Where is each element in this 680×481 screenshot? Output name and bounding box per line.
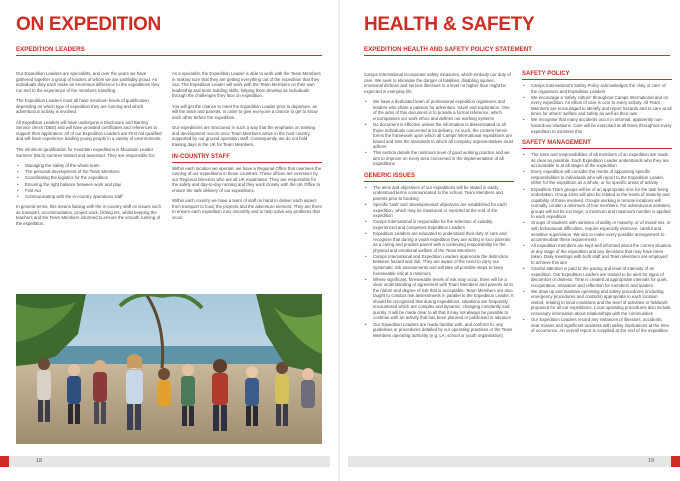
list-item: • We encourage a 'safety culture' throughout Camps International and on every expedition. An ethos of care is core to every activity. All Team Members are encouraged to identify and report hazards and to care at all times for others' welfare and safety as well as their own <box>522 95 672 117</box>
generic-issues-list <box>364 185 514 338</box>
page-number: 19 <box>648 458 655 464</box>
responsibilities-list <box>16 163 162 199</box>
right-page <box>340 0 680 481</box>
paragraph: All Expedition Leaders will have undergone a Disclosure and Barring Service check (DBS) and will have provided certificates and references to support their application. All of our Expedition Leaders are First Aid qualified and will have experience leading young people in a variety of environments. <box>16 119 162 142</box>
paragraph: You will get the chance to meet the Expedition Leader prior to departure, as will the team and parents, in order to give everyone a chance to get to know each other before the expedition. <box>172 103 318 120</box>
list-item: • Our Expedition Leaders are made familiar with, and conform to, any guidelines or procedures detailed by our operating practises or the Team Members operating authority (e.g. LA, school or youth organisation) <box>364 322 514 339</box>
list-item: • Ensuring the right balance between work and play <box>16 182 162 188</box>
paragraph: In general terms, this means liaising with the in-country staff on issues such as transport, accommodation, project work, fishing etc, whilst keeping the teachers and the Team Members informed to ensure the smooth running of the expedition. <box>16 204 162 226</box>
page-title: ON EXPEDITION <box>16 14 161 35</box>
list-item: • Coordinating the logistics for the expedition <box>16 175 162 181</box>
policy-list <box>364 99 514 167</box>
list-item: • Where significant, foreseeable levels of risk may occur, there will be a clear understanding or agreement with Team Members and parents as to the nature and degree of risk that is acceptable. Team Members are also taught to conduct risk assessments in parallel to the Expedition Leader. It should be recognised that during expeditions, situations are frequently encountered which are complex and dynamic, changing constantly and quickly. It will be made clear to all that it may not always be possible to continue with an activity that has been planned or publicised in advance <box>364 277 514 321</box>
list-item: • Communicating with the in-country operations staff <box>16 194 162 200</box>
text-column-1 <box>364 72 514 343</box>
section-subheading: EXPEDITION LEADERS <box>16 44 322 56</box>
list-item: • This section details the minimum level of good working practice and we aim to improve on every area concerned in the implementation of all expeditions <box>364 150 514 167</box>
list-item: • Expedition Team groups will be of an appropriate size for the task being undertaken. Group sizes will also be related to the levels of maturity and capability of those involved. Groups working in remote locations will normally contain a minimum of four members. For adventurous activities, groups will not be too large; a minimum and maximum number is applied to each expedition <box>522 187 672 220</box>
paragraph: Our Expedition Leaders are specialists, and over the years we have gathered together a group of leaders of whom we are justifiably proud. As individuals they each make an enormous difference to the expeditions they run and to the experience of the members travelling. <box>16 71 160 93</box>
paragraph: As a specialist, the Expedition Leader is able to work with the Team Members in making sure that they are getting everything out of the expedition that they can. The Expedition Leader will work with the Team Members on their own leadership and team building skills, helping them develop as individuals through the challenges they face on expedition. <box>172 71 321 99</box>
text-column-2 <box>522 70 672 339</box>
text-column-1 <box>16 71 162 232</box>
list-item: • We have a dedicated team of professional expedition organisers and leaders who share a passion for adventure, travel and exploration. One of the aims of this document is to provide a formal reference, which encompasses our work ethos and defines our working systems <box>364 99 514 121</box>
safety-policy-list <box>522 83 672 134</box>
list-item: • All expedition members are kept well informed about the current situation at any stage of the expedition and any decisions that may have been taken. Daily meetings with both staff and Team Members are employed to achieve this aim <box>522 243 672 265</box>
list-item: • Camps International and Expedition Leaders appreciate the distinction between hazard and risk. They are aware of the need to carry out systematic risk assessments and will take all possible steps to keep foreseeable risk at a minimum <box>364 254 514 276</box>
list-item: • Expedition Leaders are educated to understand their duty of care and recognise that during a youth expedition they are acting in loco parentis as a caring and prudent parent with a continuing responsibility for the physical and emotional welfare of the Team Members <box>364 231 514 253</box>
list-item: • Our Expedition Leaders record any instances of illnesses, accidents, near misses and significant incidents with safety implications at the time of occurrence. An overall report is compiled at the end of the expedition <box>522 317 672 334</box>
list-item: • No document is effective unless the information is disseminated to all those individuals concerned in its delivery. As such, the content herein forms the framework upon which all Camps International expeditions are based and sets the standards to which all company representatives must adhere <box>364 122 514 150</box>
footer-accent <box>0 456 9 467</box>
footer-accent <box>671 456 680 467</box>
page-footer <box>348 456 680 467</box>
list-item: • The roles and responsibilities of all members of an expedition are made as clear as possible. Each Expedition Leader understands who they are accountable to at all stages of the expedition <box>522 152 672 169</box>
page-title: HEALTH & SAFETY <box>364 14 535 35</box>
list-item: • Groups of students with varieties of ability or maturity, or of mixed sex, or with behavioural difficulties, require especially intensive, careful and sensitive supervision. We aim to make every possible arrangement to accommodate these requirements <box>522 220 672 242</box>
paragraph: Within each location we operate, we have a Regional Office that oversees the running of our expeditions in those countries. These offices are overseen by our Regional Directors who are all UK expatriates. They are responsible for the safety and day-to-day running and they work closely with the UK Office to ensure the safe delivery of our expeditions. <box>172 165 322 193</box>
list-item: • We draw up and maintain operating and safety procedures (including emergency procedures and contacts) appropriate to each location visited, relating to local conditions and the level of activities or fieldwork proposed for all our expeditions. Local operating procedures also include necessary information about relationships with the communities <box>522 289 672 317</box>
paragraph: The Expedition Leaders must all have minimum levels of qualification, depending on which type of expedition they are running and which adventurous activity is involved. <box>16 98 150 115</box>
section-heading-safety-management: SAFETY MANAGEMENT <box>522 139 672 149</box>
list-item: • Specific 'task' and 'developmental' objectives are established for each expedition, which may be measured or reported at the end of the expedition <box>364 202 514 219</box>
list-item: • We recognise that many accidents occur in informal, apparently non-hazardous situations. Care will be exercised at all times throughout every expedition to minimise this <box>522 117 672 134</box>
section-heading-in-country-staff: IN-COUNTRY STAFF <box>172 153 322 163</box>
list-item: • Managing the safety of the whole team <box>16 163 162 169</box>
list-item: • Camps International's Safety Policy acknowledges the 'duty of care' of the organisers and Expedition Leaders <box>522 83 672 94</box>
list-item: • Camps International is responsible for the selection of suitably experienced and competent Expedition Leaders <box>364 219 514 230</box>
list-item: • Careful attention is paid to the pacing and level of intensity of an expedition. Our Expedition Leaders are trained to be alert for signs of discomfort or distress. Time is created at appropriate intervals for quiet, recuperation, relaxation and reflection for members and leaders <box>522 266 672 288</box>
paragraph: The minimum qualification for mountain expeditions is Mountain Leader Summer (MLS) summer trained and assessed. They are responsible for: <box>16 147 156 158</box>
expedition-photo <box>16 294 322 444</box>
list-item: • Every expedition will consider the merits of appointing specific responsibilities to individuals who will report to the Expedition Leader, either for the expedition as a whole, or for specific areas of activity <box>522 169 672 186</box>
page-footer <box>0 456 330 467</box>
paragraph: Our expeditions are structured in such a way that the emphasis on training and development occurs once Team Members arrive in the host country, supported by our ground operation staff. Consequently, we do not hold training days in the UK for Team Members. <box>172 125 315 148</box>
list-item: • The personal development of the Team Members <box>16 169 162 175</box>
paragraph: Within each country we have a team of staff on hand to deliver each aspect from transport to food; the projects and the adventure element. They are there to ensure each expedition runs smoothly and to help solve any problems that occur. <box>172 198 322 220</box>
paragraph: Camps International incorporate safety measures, which embody our duty of care. We seek to eliminate the danger of fatalities, disabling injuries, emotional distress and serious illnesses to a level no higher than might be expected in everyday life <box>364 72 511 94</box>
page-number: 18 <box>36 458 43 464</box>
safety-management-list <box>522 152 672 334</box>
text-column-2 <box>172 71 322 225</box>
section-subheading: EXPEDITION HEALTH AND SAFETY POLICY STATEMENT <box>364 44 670 56</box>
section-heading-safety-policy: SAFETY POLICY <box>522 70 672 80</box>
section-heading-generic-issues: GENERIC ISSUES <box>364 172 514 182</box>
list-item: • The aims and objectives of our expeditions will be stated in easily understood terms communicated to the school, Team Members and parents prior to booking <box>364 185 514 202</box>
list-item: • First Aid <box>16 188 162 194</box>
